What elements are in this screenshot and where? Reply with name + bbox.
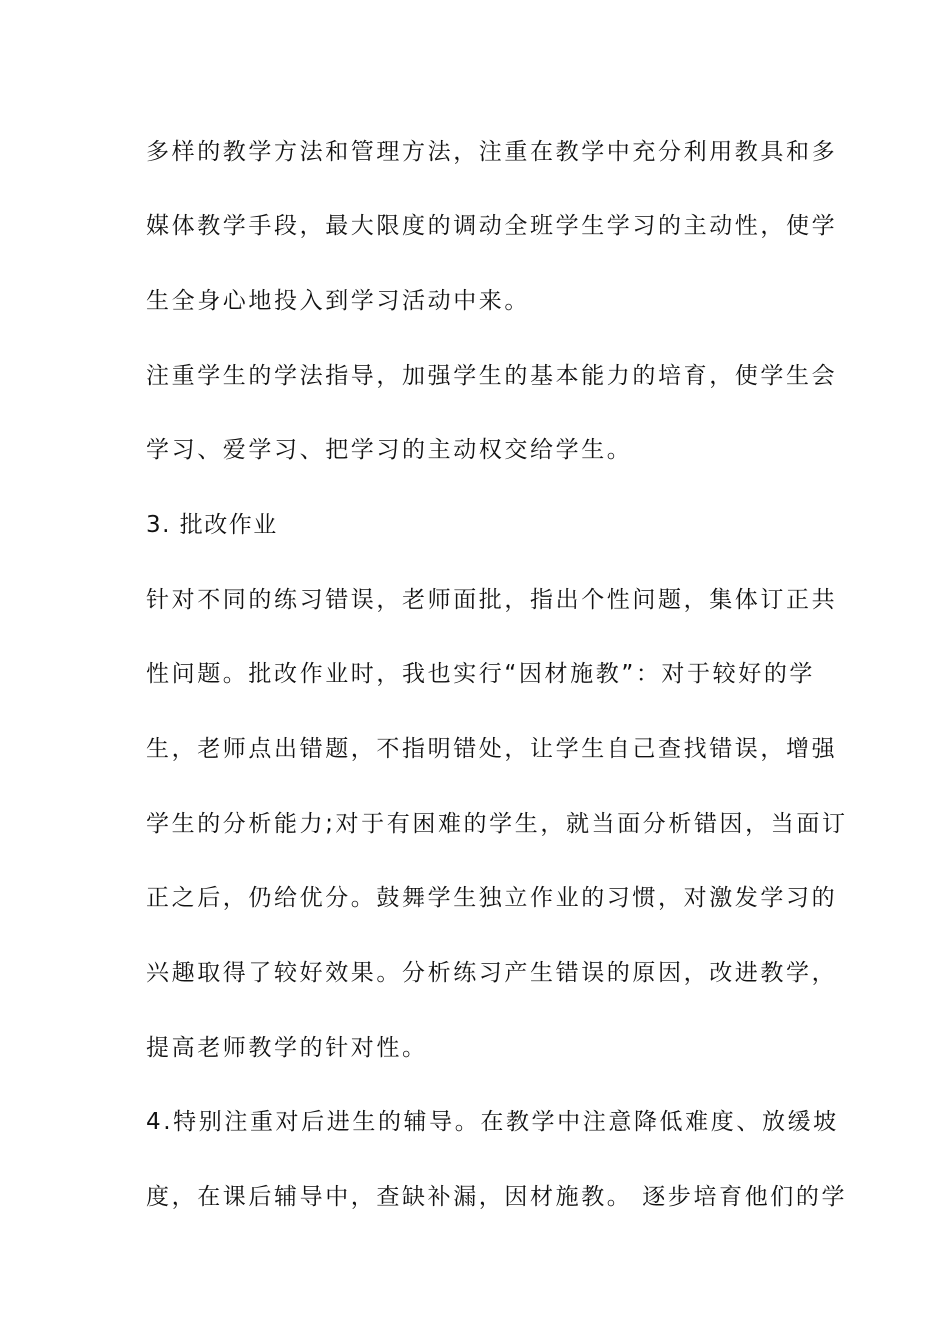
paragraph-line: 生全身心地投入到学习活动中来。 [146, 288, 530, 314]
paragraph-line: 学生的分析能力;对于有困难的学生，就当面分析错因，当面订 [146, 811, 848, 837]
paragraph-line: 媒体教学手段，最大限度的调动全班学生学习的主动性，使学 [146, 213, 838, 239]
paragraph-line: 4.特别注重对后进生的辅导。在教学中注意降低难度、放缓坡 [146, 1109, 839, 1135]
paragraph-line: 正之后，仍给优分。鼓舞学生独立作业的习惯，对激发学习的 [146, 885, 838, 911]
paragraph-line: 学习、爱学习、把学习的主动权交给学生。 [146, 437, 633, 463]
paragraph-line: 注重学生的学法指导，加强学生的基本能力的培育，使学生会 [146, 363, 838, 389]
section-heading: 3. 批改作业 [146, 512, 278, 538]
paragraph-line: 兴趣取得了较好效果。分析练习产生错误的原因，改进教学， [146, 960, 838, 986]
paragraph-line: 度，在课后辅导中，查缺补漏，因材施教。 逐步培育他们的学 [146, 1184, 848, 1210]
paragraph-line: 提高老师教学的针对性。 [146, 1035, 428, 1061]
paragraph-line: 性问题。批改作业时，我也实行“因材施教”：对于较好的学 [146, 661, 816, 687]
paragraph-line: 生，老师点出错题，不指明错处，让学生自己查找错误，增强 [146, 736, 838, 762]
paragraph-line: 多样的教学方法和管理方法，注重在教学中充分利用教具和多 [146, 139, 838, 165]
paragraph-line: 针对不同的练习错误，老师面批，指出个性问题，集体订正共 [146, 587, 838, 613]
